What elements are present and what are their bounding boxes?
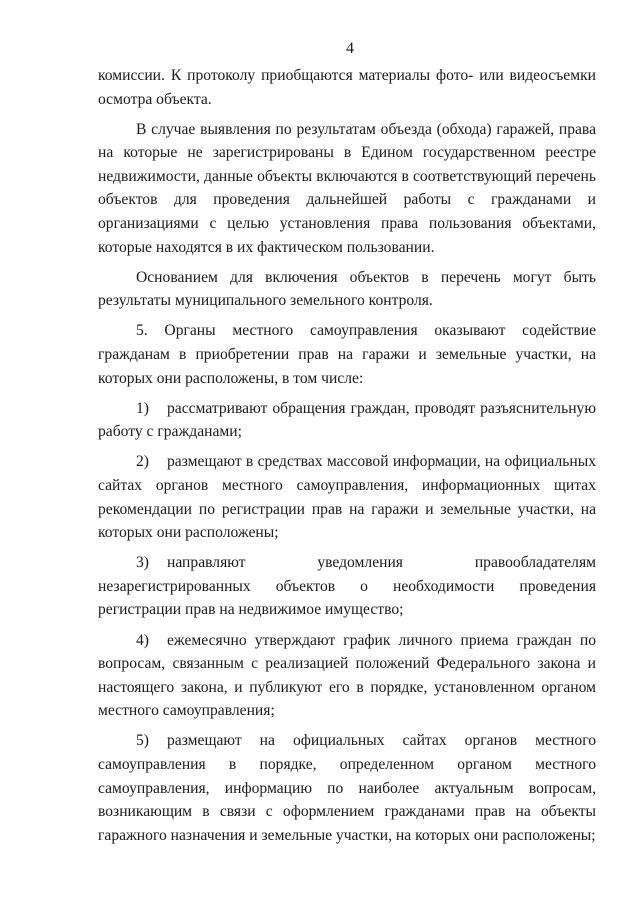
document-body [98, 64, 596, 854]
paragraph: Основанием для включения объектов в перечень могут быть результаты муниципального земельного контроля. [98, 268, 596, 310]
list-item [98, 450, 596, 544]
list-item [98, 397, 596, 444]
list-item [98, 551, 596, 622]
list-item-number: 1) [136, 399, 149, 417]
paragraph-continued: комиссии. К протоколу приобщаются материалы фото- или видеосъемки осмотра объекта. [98, 67, 596, 108]
list-item-text: размещают на официальных сайтах органов местного самоуправления в порядке, определенном органом местного самоуправления, информацию по наиболее актуальным вопросам, возникающим в связи с оформлением гражданами прав на объекты гаражного назначения и земельные участки, на которых они расположены; [98, 732, 596, 844]
list-item [98, 729, 596, 847]
list-item-text: ежемесячно утверждают график личного приема граждан по вопросам, связанным с реализацией положений Федерального закона и настоящего закона, и публикуют его в порядке, установленном органом местного самоуправления; [98, 631, 596, 720]
list-item-number: 2) [136, 453, 149, 471]
paragraph: В случае выявления по результатам объезда (обхода) гаражей, права на которые не зарегистрированы в Едином государственном реестре недвижимости, данные объекты включаются в соответствующий перечень объектов для проведения дальнейшей работы с гражданами и организациями с целью установления права пользования объектами, которые находятся в их фактическом пользовании. [98, 120, 596, 256]
list-item-number: 5) [136, 732, 149, 750]
list-item-number: 3) [136, 554, 149, 572]
list-item-number: 4) [136, 631, 149, 649]
list-item-text: размещают в средствах массовой информации, на официальных сайтах органов местного самоуправления, информационных щитах рекомендации по регистрации прав на гаражи и земельные участки, на которых они расположены; [98, 453, 596, 542]
list-item [98, 629, 596, 723]
list-item-text: направляют уведомления правообладателям незарегистрированных объектов о необходимости проведения регистрации прав на недвижимое имущество; [98, 554, 596, 619]
page-number: 4 [346, 40, 354, 57]
paragraph-section-5: 5. Органы местного самоуправления оказывают содействие гражданам в приобретении прав на гаражи и земельные участки, на которых они расположены, в том числе: [98, 322, 596, 387]
list-item-text: рассматривают обращения граждан, проводят разъяснительную работу с гражданами; [98, 399, 596, 441]
